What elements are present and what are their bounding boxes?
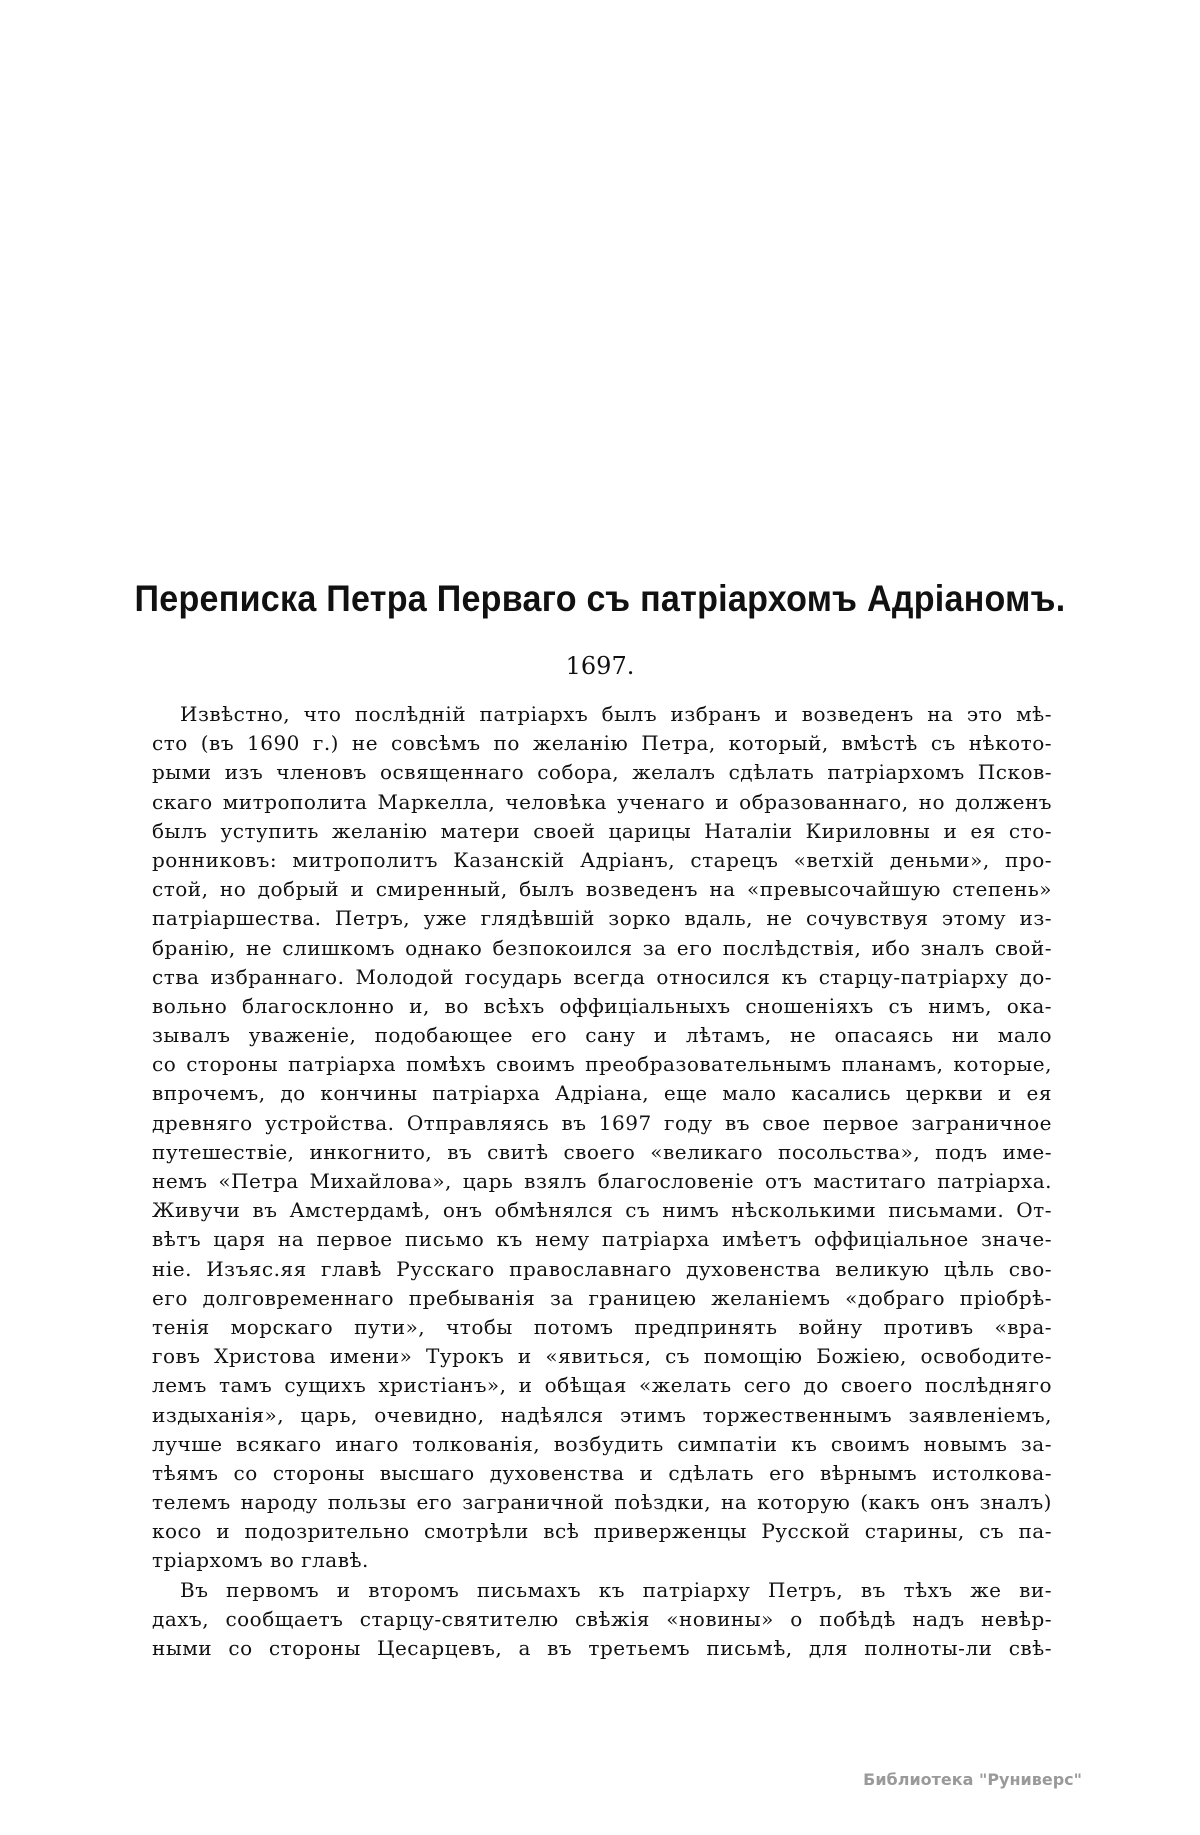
text-line: ства избраннаго. Молодой государь всегда относился къ старцу-патріарху до- xyxy=(152,964,1052,989)
text-line: Въ первомъ и второмъ письмахъ къ патріарху Петръ, въ тѣхъ же ви- xyxy=(180,1577,1052,1602)
body-text xyxy=(152,700,1052,1663)
text-line: путешествіе, инкогнито, въ свитѣ своего «великаго посольства», подъ име- xyxy=(152,1139,1052,1164)
text-line: бранію, не слишкомъ однако безпокоился за его послѣдствія, ибо зналъ свой- xyxy=(152,935,1052,960)
text-line: косо и подозрительно смотрѣли всѣ приверженцы Русской старины, съ па- xyxy=(152,1519,1052,1544)
text-line: рыми изъ членовъ освященнаго собора, желалъ сдѣлать патріархомъ Псков- xyxy=(152,760,1052,785)
text-line: древняго устройства. Отправляясь въ 1697 году въ свое первое заграничное xyxy=(152,1110,1052,1135)
document-title: Переписка Петра Перваго съ патріархомъ Адріаномъ. xyxy=(134,578,1066,619)
text-line: лемъ тамъ сущихъ христіанъ», и обѣщая «желать сего до своего послѣдняго xyxy=(152,1373,1052,1398)
text-line: издыханія», царь, очевидно, надѣялся этимъ торжественнымъ заявленіемъ, xyxy=(152,1402,1052,1427)
text-line: тенія морскаго пути», чтобы потомъ предпринять войну противъ «вра- xyxy=(152,1314,1052,1339)
text-line: скаго митрополита Маркелла, человѣка ученаго и образованнаго, но долженъ xyxy=(152,789,1052,814)
text-line: тѣямъ со стороны высшаго духовенства и сдѣлать его вѣрнымъ истолкова- xyxy=(152,1460,1052,1485)
text-line: Живучи въ Амстердамѣ, онъ обмѣнялся съ нимъ нѣсколькими письмами. От- xyxy=(152,1198,1052,1223)
text-line: вѣтъ царя на первое письмо къ нему патріарха имѣетъ оффиціальное значе- xyxy=(152,1227,1052,1252)
document-year: 1697. xyxy=(565,652,635,680)
text-line: дахъ, сообщаетъ старцу-святителю свѣжія «новины» о побѣдѣ надъ невѣр- xyxy=(152,1606,1052,1631)
text-line: ніе. Изъяс.яя главѣ Русскаго православнаго духовенства великую цѣль сво- xyxy=(152,1256,1052,1281)
paragraph-1 xyxy=(152,700,1052,1576)
text-line: впрочемъ, до кончины патріарха Адріана, еще мало касались церкви и ея xyxy=(152,1081,1052,1106)
text-line: ными со стороны Цесарцевъ, а въ третьемъ письмѣ, для полноты-ли свѣ- xyxy=(152,1636,1052,1660)
text-line: патріаршества. Петръ, уже глядѣвшій зорко вдаль, не сочувствуя этому из- xyxy=(152,906,1052,931)
text-line: Извѣстно, что послѣдній патріархъ былъ избранъ и возведенъ на это мѣ- xyxy=(180,702,1052,726)
text-line: его долговременнаго пребыванія за границею желаніемъ «добраго пріобрѣ- xyxy=(152,1285,1052,1310)
text-line: со стороны патріарха помѣхъ своимъ преобразовательнымъ планамъ, которые, xyxy=(152,1052,1052,1077)
text-line: былъ уступить желанію матери своей царицы Наталіи Кириловны и ея сто- xyxy=(152,818,1052,843)
text-line: ронниковъ: митрополитъ Казанскій Адріанъ, старецъ «ветхій деньми», про- xyxy=(152,847,1052,872)
text-line: говъ Христова имени» Турокъ и «явиться, съ помощію Божіею, освободите- xyxy=(152,1344,1052,1369)
text-line: немъ «Петра Михайлова», царь взялъ благословеніе отъ маститаго патріарха. xyxy=(152,1169,1052,1193)
library-watermark: Библиотека "Руниверс" xyxy=(863,1770,1082,1789)
text-line: вольно благосклонно и, во всѣхъ оффиціальныхъ сношеніяхъ съ нимъ, ока- xyxy=(152,993,1052,1018)
text-line: тріархомъ во главѣ. xyxy=(152,1548,369,1573)
text-line: стой, но добрый и смиренный, былъ возведенъ на «превысочайшую степень» xyxy=(152,877,1052,902)
paragraph-2 xyxy=(152,1576,1052,1664)
text-line: зывалъ уваженіе, подобающее его сану и лѣтамъ, не опасаясь ни мало xyxy=(152,1023,1052,1048)
text-line: телемъ народу пользы его заграничной поѣздки, на которую (какъ онъ зналъ) xyxy=(152,1490,1052,1515)
text-line: лучше всякаго инаго толкованія, возбудить симпатіи къ своимъ новымъ за- xyxy=(152,1431,1052,1456)
text-line: сто (въ 1690 г.) не совсѣмъ по желанію Петра, который, вмѣстѣ съ нѣкото- xyxy=(152,731,1052,756)
